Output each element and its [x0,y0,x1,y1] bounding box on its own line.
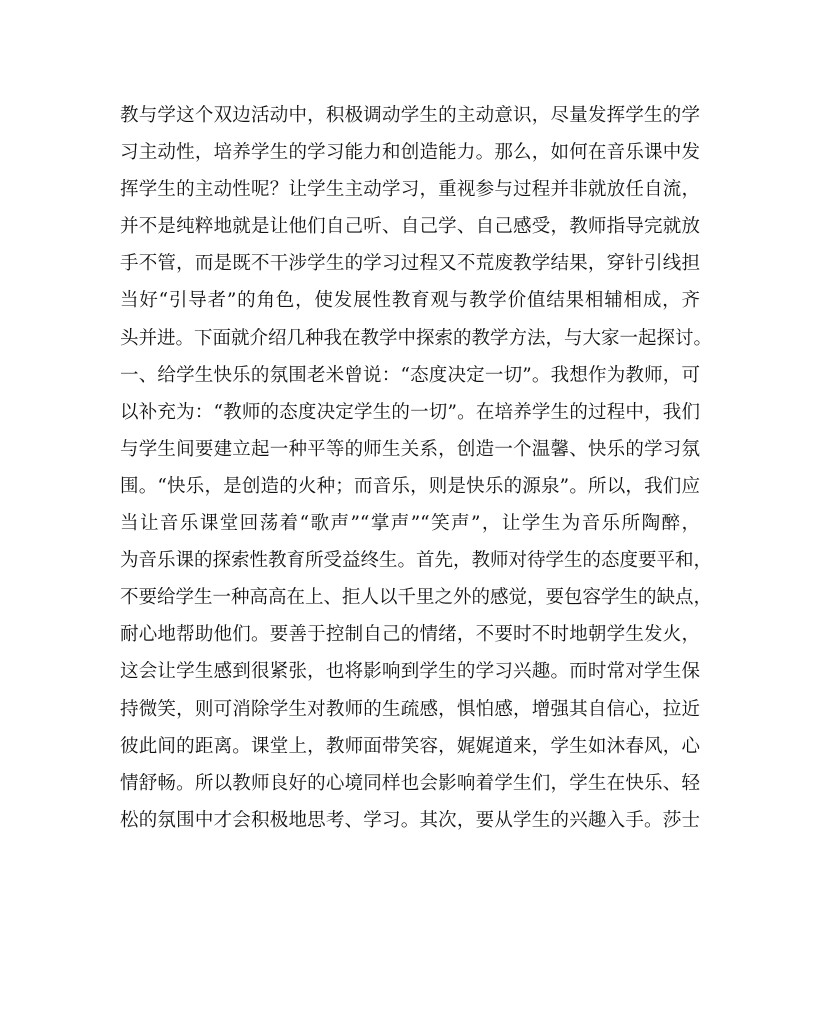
text-line-2: 习主动性，培养学生的学习能力和创造能力。那么，如何在音乐课中发 [120,142,700,164]
text-line-3: 挥学生的主动性呢？让学生主动学习，重视参与过程并非就放任自流， [120,179,700,201]
text-line-12: 当让音乐课堂回荡着“歌声”“掌声”“笑声”，让学生为音乐所陶醉， [120,513,700,535]
text-line-10: 与学生间要建立起一种平等的师生关系，创造一个温馨、快乐的学习氛 [120,438,700,460]
text-line-16: 这会让学生感到很紧张，也将影响到学生的学习兴趣。而时常对学生保 [120,661,700,683]
text-line-8: 一、给学生快乐的氛围老米曾说：“态度决定一切”。我想作为教师，可 [120,364,700,386]
text-line-18: 彼此间的距离。课堂上，教师面带笑容，娓娓道来，学生如沐春风，心 [120,735,700,757]
text-line-4: 并不是纯粹地就是让他们自己听、自己学、自己感受，教师指导完就放 [120,216,700,238]
body-text [120,97,713,839]
text-line-17: 持微笑，则可消除学生对教师的生疏感，惧怕感，增强其自信心，拉近 [120,698,700,720]
text-line-9: 以补充为：“教师的态度决定学生的一切”。在培养学生的过程中，我们 [120,401,700,423]
text-line-11: 围。“快乐，是创造的火种；而音乐，则是快乐的源泉”。所以，我们应 [120,475,700,497]
text-line-15: 耐心地帮助他们。要善于控制自己的情绪，不要时不时地朝学生发火， [120,624,700,646]
text-line-7: 头并进。下面就介绍几种我在教学中探索的教学方法，与大家一起探讨。 [120,327,713,349]
text-line-14: 不要给学生一种高高在上、拒人以千里之外的感觉，要包容学生的缺点， [120,587,713,609]
text-line-6: 当好“引导者”的角色，使发展性教育观与教学价值结果相辅相成，齐 [120,290,700,312]
text-line-1: 教与学这个双边活动中，积极调动学生的主动意识，尽量发挥学生的学 [120,105,700,126]
text-line-5: 手不管，而是既不干涉学生的学习过程又不荒废教学结果，穿针引线担 [120,253,700,275]
text-line-20: 松的氛围中才会积极地思考、学习。其次，要从学生的兴趣入手。莎士 [120,809,700,831]
text-line-19: 情舒畅。所以教师良好的心境同样也会影响着学生们，学生在快乐、轻 [120,772,700,794]
text-line-13: 为音乐课的探索性教育所受益终生。首先，教师对待学生的态度要平和， [120,550,713,572]
